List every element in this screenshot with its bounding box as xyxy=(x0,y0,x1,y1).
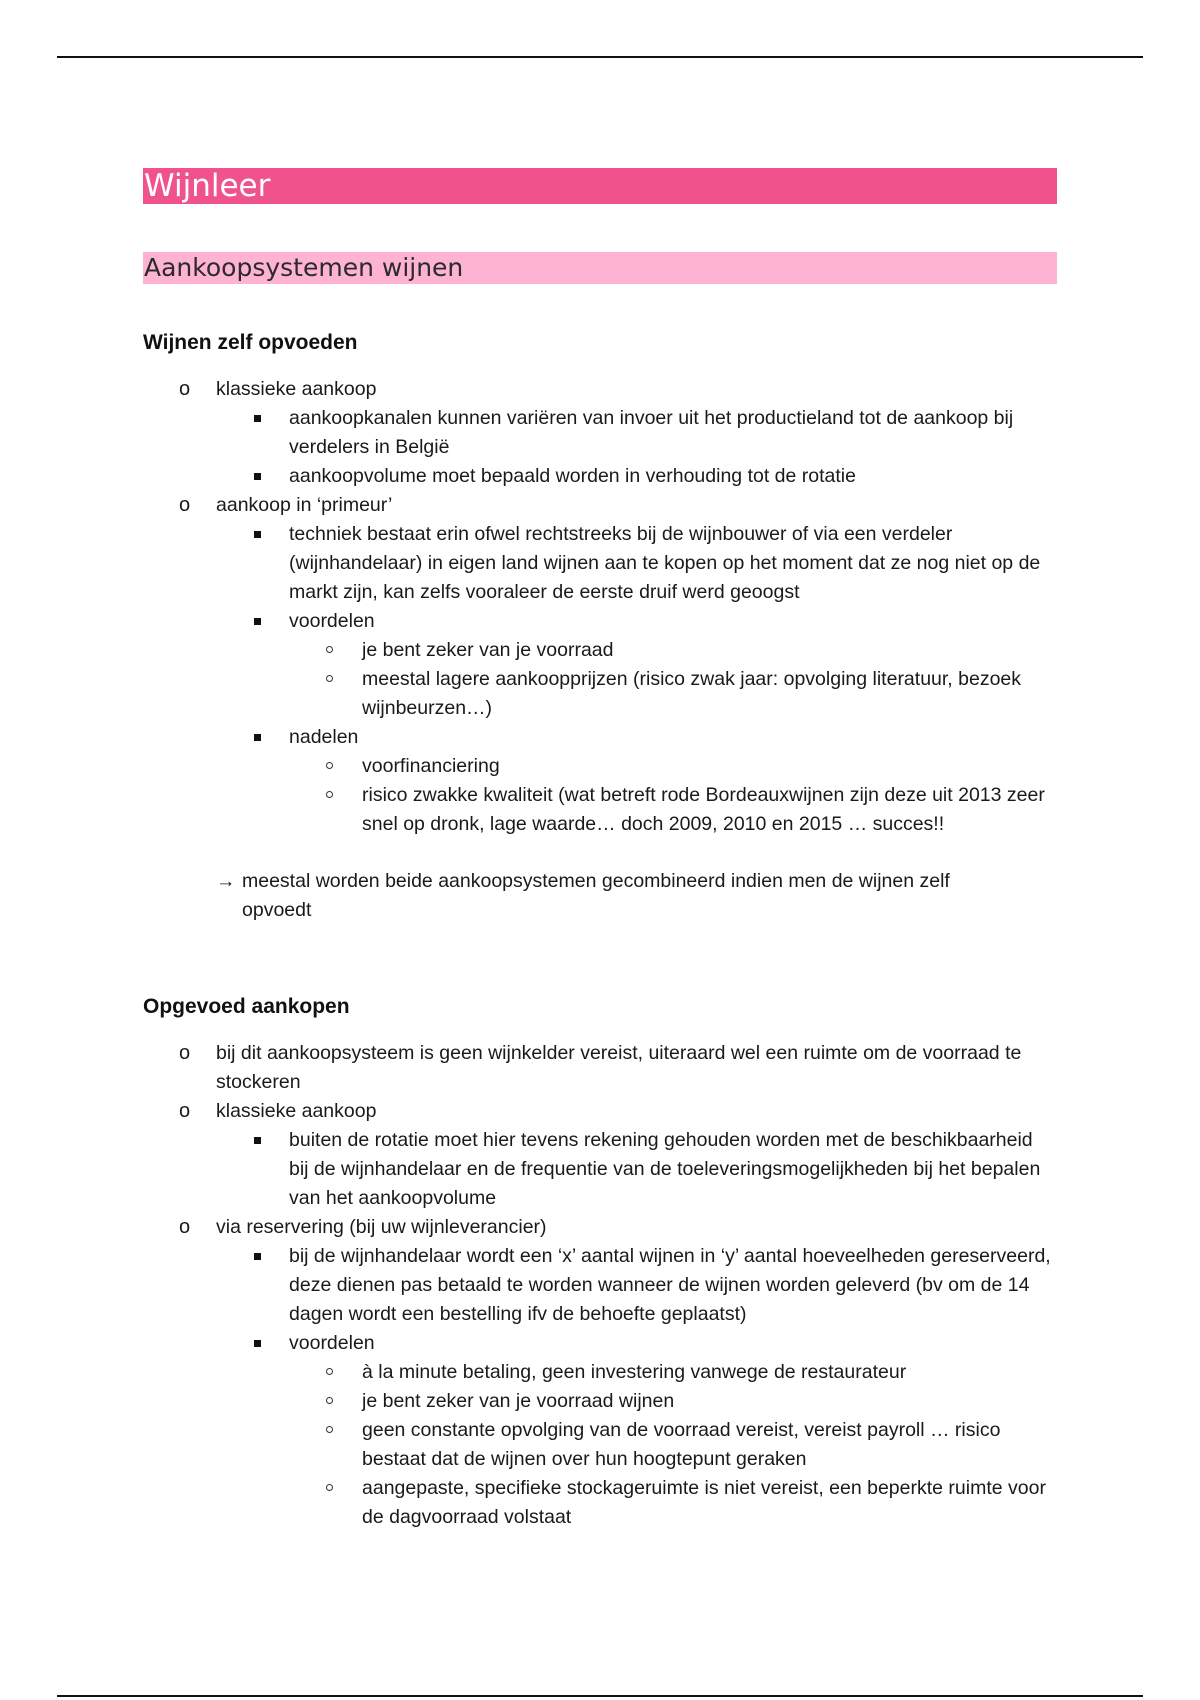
arrow-right-icon: → xyxy=(216,870,236,892)
header-rule xyxy=(57,56,1143,58)
list-item-text: aangepaste, specifieke stockageruimte is niet vereist, een beperkte ruimte voor de dagvoorraad volstaat xyxy=(362,1477,1046,1528)
sub-list xyxy=(216,520,1057,839)
circle-bullet-icon: o xyxy=(179,494,191,516)
document-page xyxy=(143,168,1057,1532)
list-item-text: je bent zeker van je voorraad wijnen xyxy=(362,1390,675,1412)
sub-list xyxy=(216,1126,1057,1213)
circle-bullet-icon: o xyxy=(179,1100,191,1122)
circle-bullet-icon: o xyxy=(179,378,191,400)
list-item-text: je bent zeker van je voorraad xyxy=(362,639,614,661)
list-item-text: voorfinanciering xyxy=(362,755,500,777)
sub-sub-list xyxy=(289,636,1057,723)
outline-list xyxy=(143,375,1057,839)
list-item xyxy=(216,462,1057,491)
small-circle-bullet-icon xyxy=(326,675,333,682)
sub-sub-list xyxy=(289,1358,1057,1532)
list-item-text: meestal lagere aankoopprijzen (risico zwak jaar: opvolging literatuur, bezoek wijnbeurzen…) xyxy=(362,668,1022,719)
small-circle-bullet-icon xyxy=(326,1397,333,1404)
small-circle-bullet-icon xyxy=(326,646,333,653)
section-heading: Aankoopsystemen wijnen xyxy=(143,252,1057,284)
list-item xyxy=(289,1416,1057,1474)
list-item xyxy=(216,520,1057,607)
list-item-text: geen constante opvolging van de voorraad vereist, vereist payroll … risico bestaat dat de wijnen over hun hoogtepunt geraken xyxy=(362,1419,1001,1470)
document-title: Wijnleer xyxy=(143,168,1057,204)
outline-list xyxy=(143,1039,1057,1532)
list-item xyxy=(143,1213,1057,1532)
small-circle-bullet-icon xyxy=(326,1368,333,1375)
square-bullet-icon xyxy=(254,531,261,538)
list-item-text: techniek bestaat erin ofwel rechtstreeks bij de wijnbouwer of via een verdeler (wijnhandelaar) in eigen land wijnen aan te kopen op het moment dat ze nog niet op de markt zijn, kan zelfs vooraleer de eerste druif werd geoogst xyxy=(289,523,1041,603)
list-item-text: nadelen xyxy=(289,726,359,748)
list-item xyxy=(289,1387,1057,1416)
list-item-text: bij de wijnhandelaar wordt een ‘x’ aantal wijnen in ‘y’ aantal hoeveelheden gereserveerd, deze dienen pas betaald te worden wanneer de wijnen worden geleverd (bv om de 14 dagen wordt een bestelling ifv de behoefte geplaatst) xyxy=(289,1245,1051,1325)
footer-rule xyxy=(57,1695,1143,1697)
square-bullet-icon xyxy=(254,415,261,422)
square-bullet-icon xyxy=(254,1137,261,1144)
list-item xyxy=(143,1097,1057,1213)
list-item-text: bij dit aankoopsysteem is geen wijnkelder vereist, uiteraard wel een ruimte om de voorraad te stockeren xyxy=(216,1042,1022,1093)
square-bullet-icon xyxy=(254,473,261,480)
square-bullet-icon xyxy=(254,1340,261,1347)
list-item xyxy=(216,1126,1057,1213)
square-bullet-icon xyxy=(254,1253,261,1260)
list-item xyxy=(289,665,1057,723)
list-item xyxy=(216,404,1057,462)
square-bullet-icon xyxy=(254,618,261,625)
subsection-heading: Wijnen zelf opvoeden xyxy=(143,331,358,354)
subsection-heading: Opgevoed aankopen xyxy=(143,995,350,1018)
small-circle-bullet-icon xyxy=(326,762,333,769)
list-item xyxy=(289,1358,1057,1387)
list-item-text: buiten de rotatie moet hier tevens rekening gehouden worden met de beschikbaarheid bij de wijnhandelaar en de frequentie van de toeleveringsmogelijkheden bij het bepalen van het aankoopvolume xyxy=(289,1129,1041,1209)
sub-sub-list xyxy=(289,752,1057,839)
list-item-text: voordelen xyxy=(289,610,375,632)
list-item xyxy=(143,1039,1057,1097)
small-circle-bullet-icon xyxy=(326,1484,333,1491)
square-bullet-icon xyxy=(254,734,261,741)
list-item-text: aankoopkanalen kunnen variëren van invoer uit het productieland tot de aankoop bij verdelers in België xyxy=(289,407,1014,458)
list-item xyxy=(143,375,1057,491)
list-item-text: klassieke aankoop xyxy=(216,1100,377,1122)
list-item-text: à la minute betaling, geen investering vanwege de restaurateur xyxy=(362,1361,907,1383)
conclusion-note xyxy=(216,867,1002,925)
conclusion-text: meestal worden beide aankoopsystemen gecombineerd indien men de wijnen zelf opvoedt xyxy=(242,870,950,921)
list-item xyxy=(289,781,1057,839)
list-item xyxy=(216,607,1057,723)
list-item-text: voordelen xyxy=(289,1332,375,1354)
circle-bullet-icon: o xyxy=(179,1042,191,1064)
list-item-text: klassieke aankoop xyxy=(216,378,377,400)
list-item-text: via reservering (bij uw wijnleverancier) xyxy=(216,1216,547,1238)
sub-list xyxy=(216,404,1057,491)
list-item xyxy=(289,1474,1057,1532)
circle-bullet-icon: o xyxy=(179,1216,191,1238)
list-item-text: aankoop in ‘primeur’ xyxy=(216,494,393,516)
list-item xyxy=(216,723,1057,839)
small-circle-bullet-icon xyxy=(326,791,333,798)
sub-list xyxy=(216,1242,1057,1532)
list-item-text: aankoopvolume moet bepaald worden in verhouding tot de rotatie xyxy=(289,465,856,487)
list-item xyxy=(216,1329,1057,1532)
list-item xyxy=(143,491,1057,839)
list-item-text: risico zwakke kwaliteit (wat betreft rode Bordeauxwijnen zijn deze uit 2013 zeer snel op dronk, lage waarde… doch 2009, 2010 en 2015 … succes!! xyxy=(362,784,1045,835)
small-circle-bullet-icon xyxy=(326,1426,333,1433)
list-item xyxy=(289,636,1057,665)
list-item xyxy=(289,752,1057,781)
list-item xyxy=(216,1242,1057,1329)
